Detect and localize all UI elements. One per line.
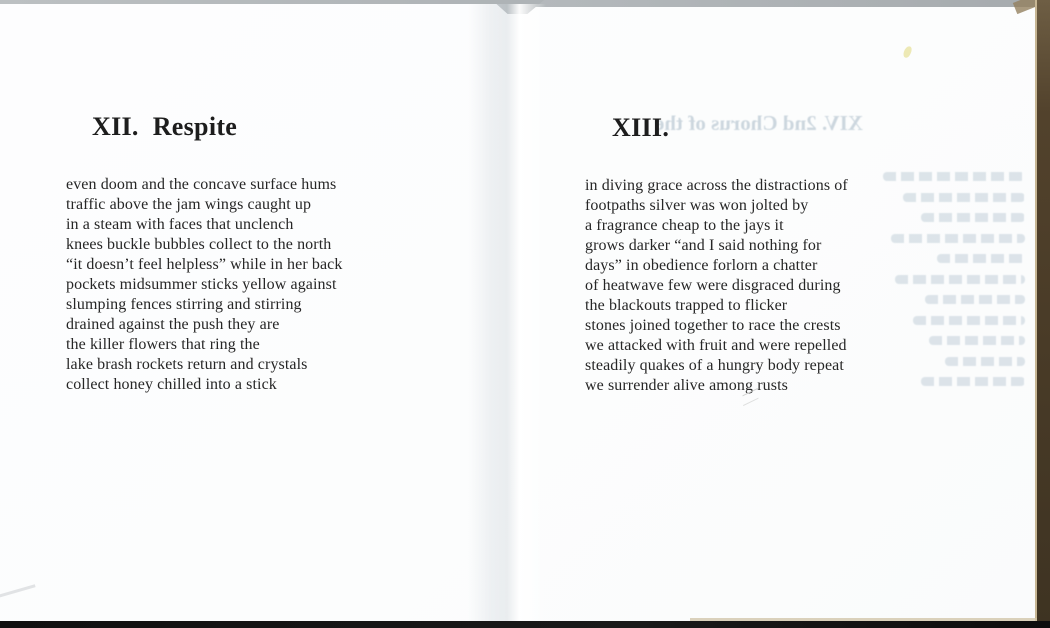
poem-line: footpaths silver was won jolted by (585, 197, 809, 214)
poem-line: even doom and the concave surface hums (66, 176, 337, 193)
right-page-title (612, 113, 683, 143)
left-page-title-text: Respite (152, 112, 238, 141)
poem-line: of heatwave few were disgraced during (585, 277, 841, 294)
poem-line: lake brash rockets return and crystals (66, 356, 308, 373)
poem-line: knees buckle bubbles collect to the north (66, 236, 332, 253)
bleed-through-line (925, 295, 1025, 304)
poem-line: we attacked with fruit and were repelled (585, 337, 847, 354)
bleed-through-line (929, 336, 1025, 345)
bleed-through-line (891, 234, 1025, 243)
left-page-title (92, 112, 237, 142)
poem-line: grows darker “and I said nothing for (585, 237, 822, 254)
cover-right-edge (1035, 0, 1050, 628)
bleed-through-line (945, 357, 1025, 366)
bleed-through-title: XIV. 2nd Chorus of the (655, 111, 863, 135)
poem-line: the blackouts trapped to flicker (585, 297, 788, 314)
poem-line: stones joined together to race the crests (585, 317, 841, 334)
poem-line: collect honey chilled into a stick (66, 376, 277, 393)
poem-line: drained against the push they are (66, 316, 280, 333)
bleed-through-line (921, 377, 1025, 386)
bleed-through-line (903, 193, 1025, 202)
poem-line: slumping fences stirring and stirring (66, 296, 302, 313)
bleed-through-line (937, 254, 1025, 263)
poem-line: steadily quakes of a hungry body repeat (585, 357, 844, 374)
scanner-top-edge-right (530, 0, 1036, 7)
bleed-through-line (895, 275, 1025, 284)
scanner-top-edge-left (0, 0, 500, 4)
paper-streak (0, 584, 36, 598)
poem-line: we surrender alive among rusts (585, 377, 788, 394)
right-page-numeral: XIII. (612, 113, 670, 142)
left-page-numeral: XII. (92, 112, 139, 141)
bleed-through-line (921, 213, 1025, 222)
poem-line: in a steam with faces that unclench (66, 216, 294, 233)
right-page-poem (585, 176, 848, 396)
poem-line: traffic above the jam wings caught up (66, 196, 312, 213)
poem-line: pockets midsummer sticks yellow against (66, 276, 337, 293)
scanner-bottom-edge (0, 621, 1050, 628)
paper-speck (902, 45, 912, 59)
poem-line: the killer flowers that ring the (66, 336, 260, 353)
poem-line: a fragrance cheap to the jays it (585, 217, 784, 234)
poem-line: days” in obedience forlorn a chatter (585, 257, 818, 274)
poem-line: “it doesn’t feel helpless” while in her back (66, 256, 343, 273)
bleed-through-line (913, 316, 1025, 325)
left-page-poem (66, 175, 342, 395)
poem-line: in diving grace across the distractions of (585, 177, 848, 194)
book-gutter-shadow (468, 4, 546, 621)
bleed-through-line (883, 172, 1025, 181)
